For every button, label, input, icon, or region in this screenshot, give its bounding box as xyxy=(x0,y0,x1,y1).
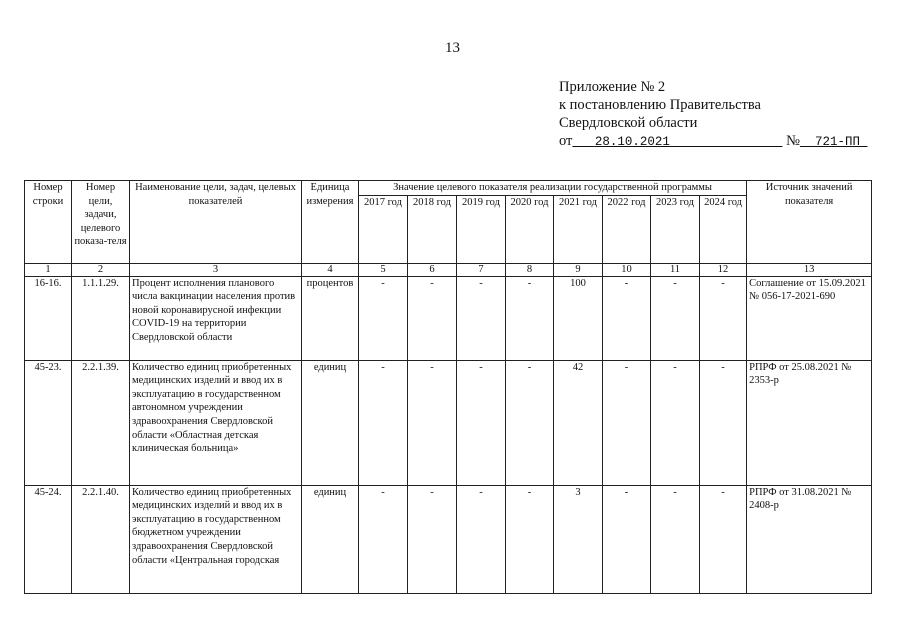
row-number: 45-24. xyxy=(25,485,72,593)
value-2023: - xyxy=(651,485,700,593)
header-year: 2023 год xyxy=(651,195,700,263)
value-2020: - xyxy=(506,360,554,485)
indicator-name: Количество единиц приобретенных медицинских изделий и ввод их в эксплуатацию в государственном автономном учреждении здравоохранения Свердловской области «Областная детская клиническая больница» xyxy=(130,360,302,485)
value-2022: - xyxy=(603,276,651,360)
source: РПРФ от 25.08.2021 № 2353-р xyxy=(747,360,872,485)
value-2020: - xyxy=(506,276,554,360)
row-number: 45-23. xyxy=(25,360,72,485)
value-2021: 3 xyxy=(554,485,603,593)
header-year: 2022 год xyxy=(603,195,651,263)
value-2022: - xyxy=(603,485,651,593)
value-2023: - xyxy=(651,276,700,360)
header-unit: Единица измерения xyxy=(302,181,359,264)
value-2018: - xyxy=(408,485,457,593)
column-number: 3 xyxy=(130,263,302,276)
header-year: 2018 год xyxy=(408,195,457,263)
value-2019: - xyxy=(457,360,506,485)
page-number: 13 xyxy=(445,40,460,56)
appendix-region-line: Свердловской области xyxy=(559,115,698,131)
column-number-row xyxy=(25,263,872,276)
column-number: 2 xyxy=(72,263,130,276)
date-prefix: от xyxy=(559,133,573,149)
header-row-number: Номер строки xyxy=(25,181,72,264)
value-2021: 42 xyxy=(554,360,603,485)
appendix-decree-line: к постановлению Правительства xyxy=(559,97,761,113)
source: Соглашение от 15.09.2021 № 056-17-2021-690 xyxy=(747,276,872,360)
indicator-name: Процент исполнения планового числа вакцинации населения против новой коронавирусной инфекции COVID-19 на территории Свердловской области xyxy=(130,276,302,360)
value-2021: 100 xyxy=(554,276,603,360)
table-row xyxy=(25,360,872,485)
value-2020: - xyxy=(506,485,554,593)
value-2024: - xyxy=(700,485,747,593)
column-number: 6 xyxy=(408,263,457,276)
column-number: 11 xyxy=(651,263,700,276)
decree-date: 28.10.2021 xyxy=(594,135,670,149)
header-year: 2021 год xyxy=(554,195,603,263)
column-number: 8 xyxy=(506,263,554,276)
value-2018: - xyxy=(408,360,457,485)
goal-code: 2.2.1.40. xyxy=(72,485,130,593)
unit: единиц xyxy=(302,485,359,593)
header-year: 2019 год xyxy=(457,195,506,263)
column-number: 10 xyxy=(603,263,651,276)
row-number: 16-16. xyxy=(25,276,72,360)
indicator-name: Количество единиц приобретенных медицинских изделий и ввод их в эксплуатацию в государственном бюджетном учреждении здравоохранения Свердловской области «Центральная городская xyxy=(130,485,302,593)
column-number: 13 xyxy=(747,263,872,276)
column-number: 1 xyxy=(25,263,72,276)
appendix-date-line xyxy=(559,132,867,151)
column-number: 5 xyxy=(359,263,408,276)
value-2017: - xyxy=(359,360,408,485)
value-2019: - xyxy=(457,276,506,360)
number-prefix: № xyxy=(786,133,800,149)
appendix-title: Приложение № 2 xyxy=(559,79,666,95)
value-2018: - xyxy=(408,276,457,360)
goal-code: 1.1.1.29. xyxy=(72,276,130,360)
source: РПРФ от 31.08.2021 № 2408-р xyxy=(747,485,872,593)
indicators-table xyxy=(24,180,872,594)
column-number: 4 xyxy=(302,263,359,276)
decree-number: 721-ПП xyxy=(814,135,860,149)
header-name: Наименование цели, задач, целевых показателей xyxy=(130,181,302,264)
value-2017: - xyxy=(359,485,408,593)
header-year: 2024 год xyxy=(700,195,747,263)
table-row xyxy=(25,276,872,360)
column-number: 9 xyxy=(554,263,603,276)
header-goal-number: Номер цели, задачи, целевого показа-теля xyxy=(72,181,130,264)
unit: процентов xyxy=(302,276,359,360)
value-2024: - xyxy=(700,360,747,485)
column-number: 12 xyxy=(700,263,747,276)
value-2023: - xyxy=(651,360,700,485)
header-source: Источник значений показателя xyxy=(747,181,872,264)
table-row xyxy=(25,485,872,593)
goal-code: 2.2.1.39. xyxy=(72,360,130,485)
value-2022: - xyxy=(603,360,651,485)
value-2017: - xyxy=(359,276,408,360)
appendix-block xyxy=(559,78,867,151)
value-2019: - xyxy=(457,485,506,593)
value-2024: - xyxy=(700,276,747,360)
header-year: 2020 год xyxy=(506,195,554,263)
unit: единиц xyxy=(302,360,359,485)
column-number: 7 xyxy=(457,263,506,276)
header-year: 2017 год xyxy=(359,195,408,263)
header-values-group: Значение целевого показателя реализации государственной программы xyxy=(359,181,747,196)
header-row-top xyxy=(25,181,872,196)
